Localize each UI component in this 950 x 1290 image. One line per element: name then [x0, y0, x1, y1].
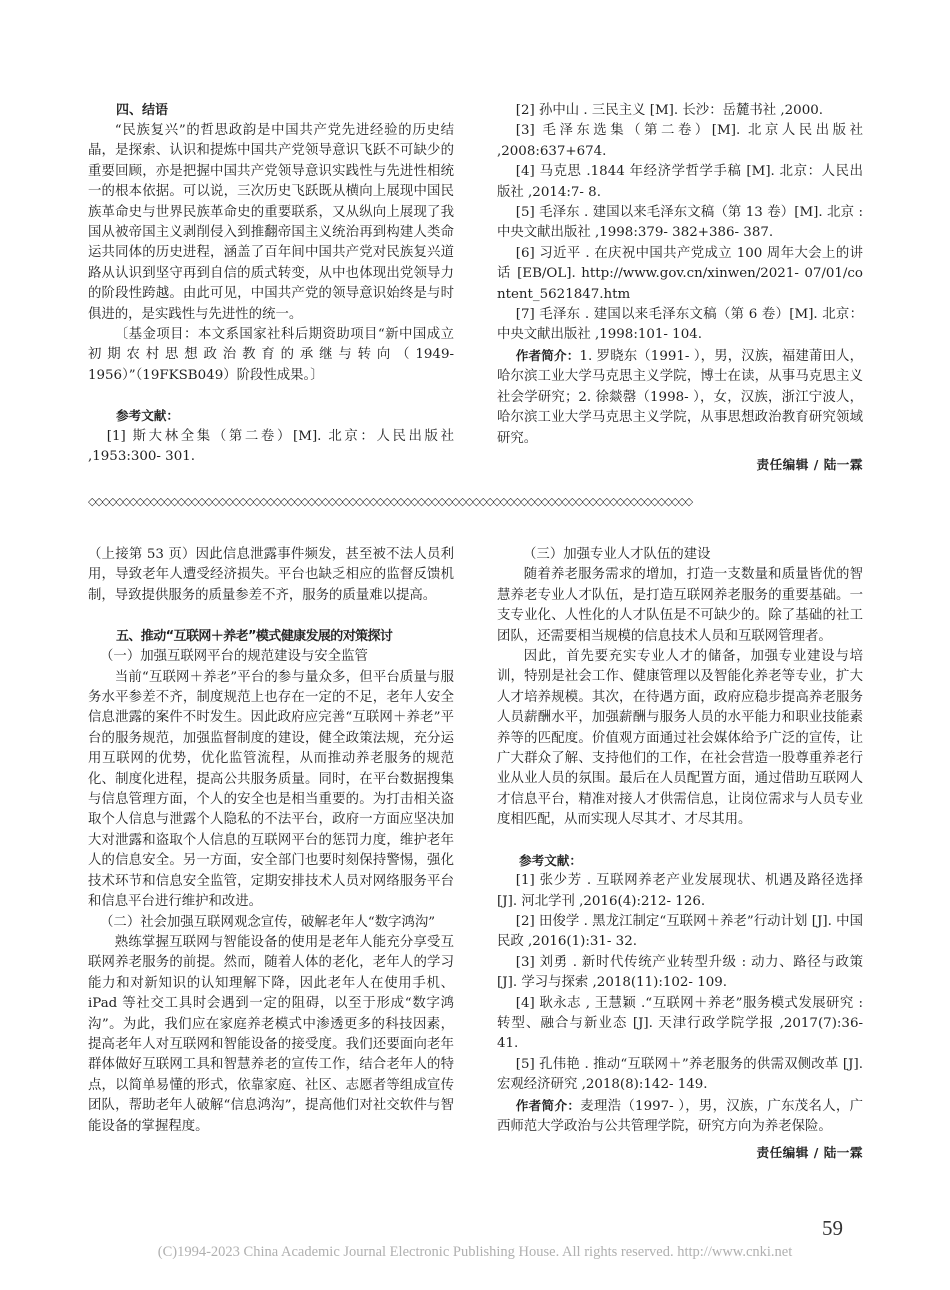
references-heading: 参考文献： — [116, 408, 179, 424]
top-right-column — [497, 101, 863, 475]
reference-item: [3] 刘勇 . 新时代传统产业转型升级 : 动力、路径与政策 [J]. 学习与探索 ,2018(11):102- 109. — [497, 954, 863, 991]
reference-item: [1] 张少芳 . 互联网养老产业发展现状、机遇及路径选择 [J]. 河北学刊 ,2016(4):212- 126. — [497, 873, 863, 909]
references-heading: 参考文献： — [519, 852, 582, 868]
bottom-right-column — [497, 545, 863, 1164]
author-bio-label: 作者简介： — [515, 1097, 581, 1113]
reference-item: [5] 孔伟艳 . 推动“互联网＋”养老服务的供需双侧改革 [J]. 宏观经济研究 ,2018(8):142- 149. — [497, 1056, 863, 1093]
responsible-editor: 责任编辑 / 陆一霖 — [756, 456, 863, 472]
reference-item: [5] 毛泽东 . 建国以来毛泽东文稿（第 13 卷）[M]. 北京 : 中央文献出版社 ,1998:379- 382+386- 387. — [497, 205, 863, 241]
author-bio-text: 1. 罗晓东（1991- ），男，汉族，福建莆田人，哈尔滨工业大学马克思主义学院，博士在读，从事马克思主义社会学研究；2. 徐燚罄（1998- ），女，汉族，浙江宁波人，哈尔滨工业大学马克思主义学院，从事思想政治教育研究领域研究。 — [497, 348, 863, 446]
reference-item: [2] 孙中山 . 三民主义 [M]. 长沙：岳麓书社 ,2000. — [515, 103, 823, 118]
subsection-heading-3: （三）加强专业人才队伍的建设 — [523, 547, 711, 562]
author-bio — [497, 1096, 863, 1138]
countermeasures-heading: 五、推动“互联网＋养老”模式健康发展的对策探讨 — [116, 629, 393, 645]
subsection-heading-1: （一）加强互联网平台的规范建设与安全监管 — [100, 649, 368, 665]
author-bio — [497, 346, 863, 449]
page-number: 59 — [822, 1216, 843, 1240]
subsection-3-paragraph-2: 因此，首先要充实专业人才的储备，加强专业建设与培训，特别是社会工作、健康管理以及智能化养老等专业，扩大人才培养规模。其次，在待遇方面，政府应稳步提高养老服务人员薪酬水平，加强薪酬与服务人员的水平能力和职业技能素养等的匹配度。价值观方面通过社会媒体给予广泛的宣传，让广大群众了解、支持他们的工作，在社会营造一股尊重养老行业从业人员的氛围。最后在人员配置方面，通过借助互联网人才信息平台，精准对接人才供需信息，让岗位需求与人员专业度相匹配，从而实现人尽其才、才尽其用。 — [497, 649, 863, 828]
top-left-column — [88, 101, 454, 468]
reference-item: [7] 毛泽东 . 建国以来毛泽东文稿（第 6 卷）[M]. 北京：中央文献出版社 ,1998:101- 104. — [497, 307, 863, 343]
reference-item: [4] 马克思 .1844 年经济学哲学手稿 [M]. 北京：人民出版社 ,2014:7- 8. — [497, 164, 863, 200]
author-bio-text: 麦理浩（1997- ），男，汉族，广东茂名人，广西师范大学政治与公共管理学院，研究方向为养老保险。 — [497, 1098, 863, 1134]
reference-item: [2] 田俊学 . 黑龙江制定“互联网＋养老”行动计划 [J]. 中国民政 ,2016(1):31- 32. — [497, 913, 863, 950]
continued-paragraph: （上接第 53 页）因此信息泄露事件频发，甚至被不法人员利用，导致老年人遭受经济损失。平台也缺乏相应的监督反馈机制，导致提供服务的质量参差不齐，服务的质量难以提高。 — [88, 547, 454, 603]
reference-item: [4] 耿永志 , 王慧颖 .“互联网＋养老”服务模式发展研究 : 转型、融合与新业态 [J]. 天津行政学院学报 ,2017(7):36- 41. — [497, 995, 863, 1052]
reference-item: [6] 习近平 . 在庆祝中国共产党成立 100 周年大会上的讲话 [EB/OL]. http://www.gov.cn/xinwen/2021- 07/01/content_5621847.htm — [497, 245, 863, 302]
reference-item: [1] 斯大林全集（第二卷）[M]. 北京：人民出版社 ,1953:300- 301. — [88, 428, 454, 465]
fund-note: 〔基金项目：本文系国家社科后期资助项目“新中国成立初期农村思想政治教育的承继与转向（1949-1956）”（19FKSB049）阶段性成果。〕 — [88, 327, 454, 383]
subsection-3-paragraph-1: 随着养老服务需求的增加，打造一支数量和质量皆优的智慧养老专业人才队伍，是打造互联网养老服务的重要基础。一支专业化、人性化的人才队伍是不可缺少的。除了基础的社工团队，还需要相当规模的信息技术人员和互联网管理者。 — [497, 567, 863, 644]
conclusion-paragraph: “民族复兴”的哲思政韵是中国共产党先进经验的历史结晶，是探索、认识和提炼中国共产党领导意识飞跃不可缺少的重要回顾，亦是把握中国共产党领导意识实践性与先进性相统一的根本依据。可以说，三次历史飞跃既从横向上展现中国民族革命史与世界民族革命史的重要联系，又从纵向上展现了我国从被帝国主义剥削侵入到推翻帝国主义统治再到构建人类命运共同体的历史进程，涵盖了百年间中国共产党对民族复兴道路从认识到坚守再到自信的质式转变，从中也体现出党领导力的阶段性跨越。由此可见，中国共产党的领导意识始终是与时俱进的，是实践性与先进性的统一。 — [88, 123, 454, 322]
copyright-footer: (C)1994-2023 China Academic Journal Electronic Publishing House. All rights reserved. http://www.cnki.net — [157, 1244, 793, 1260]
bottom-left-column — [88, 545, 454, 1137]
subsection-2-paragraph: 熟练掌握互联网与智能设备的使用是老年人能充分享受互联网养老服务的前提。然而，随着人体的老化，老年人的学习能力和对新知识的认知理解下降，因此老年人在使用手机、iPad 等社交工具时会遇到一定的阻碍，以至于形成“数字鸿沟”。为此，我们应在家庭养老模式中渗透更多的科技因素，提高老年人对互联网和智能设备的接受度。我们还要面向老年群体做好互联网工具和智慧养老的宣传工作，结合老年人的特点，以简单易懂的形式，依靠家庭、社区、志愿者等组成宣传团队，帮助老年人破解“信息鸿沟”，提高他们对社交软件与智能设备的掌握程度。 — [88, 934, 454, 1134]
section-divider: ◇◇◇◇◇◇◇◇◇◇◇◇◇◇◇◇◇◇◇◇◇◇◇◇◇◇◇◇◇◇◇◇◇◇◇◇◇◇◇◇◇◇◇◇◇◇◇◇◇◇◇◇◇◇◇◇◇◇◇◇◇◇◇◇◇◇◇◇◇◇◇◇◇◇◇◇◇◇◇◇◇◇◇◇◇◇◇◇ — [88, 495, 692, 508]
responsible-editor: 责任编辑 / 陆一霖 — [756, 1145, 863, 1161]
subsection-1-paragraph: 当前“互联网＋养老”平台的参与量众多，但平台质量与服务水平参差不齐，制度规范上也存在一定的不足，老年人安全信息泄露的案件不时发生。因此政府应完善“互联网＋养老”平台的服务规范，加强监督制度的建设，健全政策法规，充分运用互联网的优势，优化监管流程，从而推动养老服务的规范化、制度化进程，提高公共服务质量。同时，在平台数据搜集与信息管理方面，个人的安全也是相当重要的。为打击相关盗取个人信息与泄露个人隐私的不法平台，政府一方面应坚决加大对泄露和盗取个人信息的互联网平台的惩罚力度，维护老年人的信息安全。另一方面，安全部门也要时刻保持警惕，强化技术环节和信息安全监管，定期安排技术人员对网络服务平台和信息平台进行维护和改进。 — [88, 669, 454, 910]
reference-item: [3] 毛泽东选集（第二卷）[M]. 北京人民出版社 ,2008:637+674. — [497, 123, 863, 159]
subsection-heading-2: （二）社会加强互联网观念宣传，破解老年人“数字鸿沟” — [100, 914, 436, 930]
author-bio-label: 作者简介： — [515, 347, 580, 363]
conclusion-heading: 四、结语 — [116, 103, 169, 118]
